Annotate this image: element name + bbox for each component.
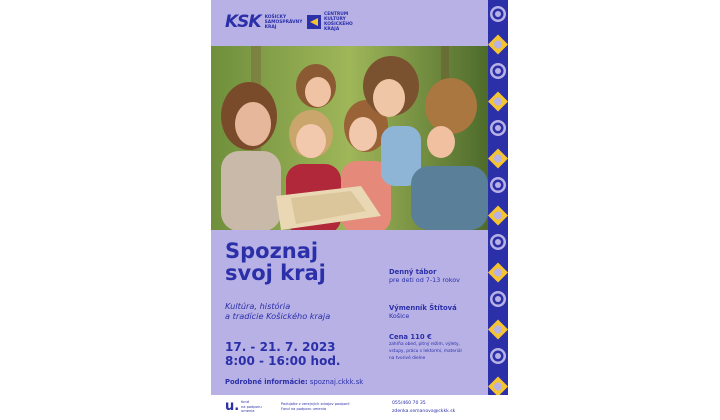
stripe-circle-motif [490, 120, 506, 136]
stripe-circle-motif [490, 348, 506, 364]
fpu-text-3: umenia [241, 409, 255, 413]
info-url-link[interactable]: spoznaj.ckkk.sk [309, 378, 364, 386]
ksk-logo-mark: KSK [225, 12, 261, 32]
event-dates [225, 340, 341, 368]
fpu-text-1: fond [241, 400, 250, 404]
support-text-1: Podujatie z verejných zdrojov podporil [281, 402, 350, 406]
fpu-text-2: na podporu [241, 404, 262, 409]
title-line-2: svoj kraj [225, 261, 326, 285]
stripe-circle-motif [490, 177, 506, 193]
kosice-region-logo [225, 10, 305, 34]
ckkk-logo-text: CENTRUM KULTÚRY KOŠICKÉHO KRAJA [324, 12, 353, 32]
price-detail-2: vstupy, prácu s lektormi, materiál [389, 349, 462, 354]
camp-info [389, 268, 460, 284]
ksk-logo-text: KOŠICKÝ SAMOSPRÁVNY KRAJ [264, 14, 303, 30]
stripe-diamond-motif [488, 206, 508, 226]
stripe-diamond-motif [488, 263, 508, 283]
event-title [225, 240, 326, 284]
venue-info [389, 304, 457, 320]
camp-age: pre deti od 7-13 rokov [389, 276, 460, 284]
poster-footer [211, 395, 508, 420]
price-detail-1: zahŕňa obed, pitný režim, výlety, [389, 342, 460, 347]
camp-title: Denný tábor [389, 268, 437, 276]
decorative-stripe [488, 0, 508, 395]
price-title: Cena 110 € [389, 333, 432, 341]
stripe-diamond-motif [488, 377, 508, 396]
subtitle-line-1: Kultúra, história [225, 301, 291, 311]
stripe-diamond-motif [488, 92, 508, 112]
event-poster [211, 0, 508, 420]
stripe-diamond-motif [488, 320, 508, 340]
support-text-2: Fond na podporu umenia [281, 406, 327, 411]
price-detail-3: na tvorivé dielne [389, 356, 426, 361]
stripe-circle-motif [490, 234, 506, 250]
stripe-circle-motif [490, 6, 506, 22]
ckkk-logo-icon [307, 15, 321, 29]
support-text [281, 402, 349, 411]
info-line [225, 378, 363, 386]
price-info [389, 333, 462, 362]
ckkk-logo [307, 12, 364, 32]
contact-phone[interactable]: 055/460 70 35 [392, 401, 426, 406]
logo-bar [211, 0, 488, 46]
date-range: 17. - 21. 7. 2023 [225, 340, 336, 354]
event-subtitle [225, 301, 330, 321]
time-range: 8:00 - 16:00 hod. [225, 354, 341, 368]
children-map-photo [211, 46, 488, 230]
venue-city: Košice [389, 312, 410, 320]
stripe-circle-motif [490, 291, 506, 307]
info-label: Podrobné informácie: [225, 378, 308, 386]
contact-info [392, 400, 455, 416]
stripe-diamond-motif [488, 149, 508, 169]
venue-title: Výmenník Štítová [389, 304, 457, 312]
fpu-logo-text [241, 400, 262, 414]
fpu-logo-mark: u. [225, 399, 240, 414]
title-line-1: Spoznaj [225, 239, 319, 263]
subtitle-line-2: a tradície Košického kraja [225, 311, 331, 321]
stripe-diamond-motif [488, 35, 508, 55]
stripe-circle-motif [490, 63, 506, 79]
contact-email[interactable]: zdenka.semanova@ckkk.sk [392, 409, 456, 414]
